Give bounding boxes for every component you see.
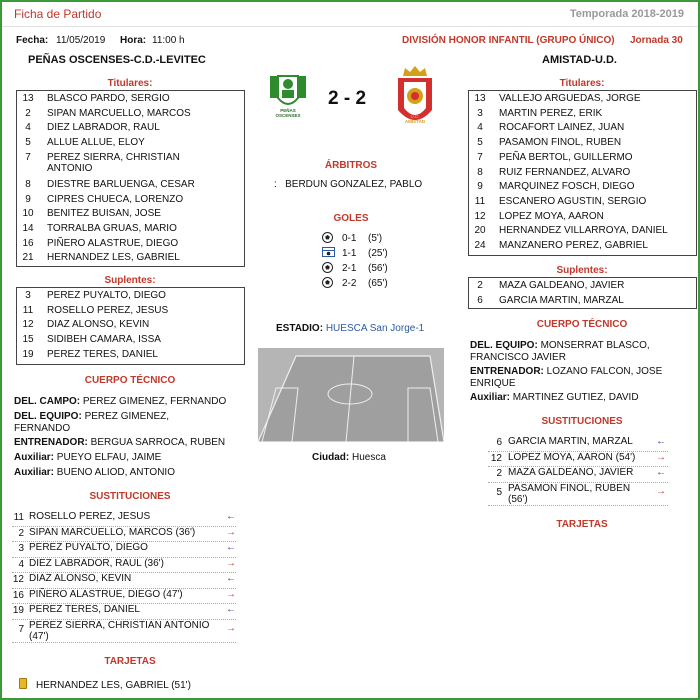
player-row — [17, 207, 244, 222]
player-row — [469, 195, 696, 210]
player-number: 15 — [22, 334, 34, 346]
staff-role: DEL. CAMPO: — [14, 396, 81, 407]
player-name: ALLUE ALLUE, ELOY — [47, 137, 145, 149]
player-name: LOPEZ MOYA, AARON — [499, 210, 604, 222]
row-divider — [12, 642, 236, 643]
player-name: ROSELLO PEREZ, JESUS — [47, 304, 169, 316]
player-number: 6 — [477, 294, 483, 306]
player-number: 11 — [22, 304, 34, 316]
city-row — [312, 452, 386, 463]
top-bar — [2, 2, 698, 27]
sub-player: ROSELLO PEREZ, JESUS — [29, 511, 151, 522]
sub-player: MAZA GALDEANO, JAVIER — [508, 467, 634, 478]
sub-player: PEREZ SIERRA, CHRISTIAN ANTONIO (47') — [29, 619, 210, 642]
player-row — [17, 92, 244, 107]
player-row — [469, 239, 696, 254]
player-number: 5 — [25, 137, 31, 149]
player-number: 8 — [477, 166, 483, 178]
sub-out-arrow-icon: → — [226, 588, 236, 600]
player-name: HERNANDEZ LES, GABRIEL — [47, 252, 180, 264]
player-row — [17, 348, 244, 363]
home-staff-row — [14, 411, 169, 422]
home-subs-list — [16, 287, 245, 365]
player-row — [469, 224, 696, 239]
player-name: PASAMON FINOL, RUBEN — [499, 137, 622, 149]
player-name: SIPAN MARCUELLO, MARCOS — [47, 107, 191, 119]
sub-number: 5 — [496, 486, 502, 498]
sub-player: LOPEZ MOYA, AARON (54') — [508, 451, 636, 463]
player-number: 12 — [474, 210, 486, 222]
goal-minute: (65') — [368, 278, 388, 289]
goal-post-icon — [322, 247, 335, 260]
away-starters-list — [468, 90, 697, 256]
player-row — [17, 304, 244, 319]
staff-role: ENTRENADOR: — [14, 437, 88, 448]
player-number: 3 — [477, 107, 483, 119]
sub-player: PASAMON FINOL, RUBEN (56') — [508, 482, 631, 505]
goal-score: 1-1 — [342, 248, 357, 259]
stadium-label: ESTADIO: — [276, 323, 324, 334]
sub-number: 4 — [18, 558, 24, 570]
player-number: 20 — [474, 225, 486, 237]
date-value: 11/05/2019 — [56, 35, 106, 46]
yellow-card-icon — [19, 678, 27, 689]
home-staff-row-cont: FERNANDO — [14, 423, 71, 434]
staff-role: DEL. EQUIPO: — [14, 411, 82, 422]
card-player: HERNANDEZ LES, GABRIEL (51') — [36, 680, 191, 691]
player-number: 2 — [25, 107, 31, 119]
sub-number: 2 — [18, 527, 24, 539]
player-number: 13 — [22, 93, 34, 104]
player-row — [17, 193, 244, 208]
home-cards-title: TARJETAS — [104, 656, 156, 667]
sub-out-arrow-icon: → — [656, 451, 666, 463]
staff-role: Auxiliar: — [14, 452, 55, 463]
player-name: PEREZ TERES, DANIEL — [47, 348, 158, 360]
staff-role: Auxiliar: — [470, 392, 511, 403]
football-pitch-icon — [258, 348, 444, 442]
staff-role: Auxiliar: — [14, 467, 55, 478]
soccer-ball-icon — [322, 277, 333, 291]
player-row — [469, 210, 696, 225]
row-divider — [488, 505, 668, 506]
player-number: 13 — [474, 93, 486, 104]
away-crest-icon — [394, 64, 436, 136]
player-number: 16 — [22, 237, 34, 249]
staff-person: BERGUA SARROCA, RUBEN — [90, 437, 226, 448]
player-number: 19 — [22, 348, 34, 360]
sub-in-arrow-icon: ← — [226, 604, 236, 615]
player-name: DIEZ LABRADOR, RAUL — [47, 122, 160, 134]
home-staff-title: CUERPO TÉCNICO — [84, 375, 176, 386]
away-subs-list — [468, 277, 697, 309]
player-row — [469, 151, 696, 166]
sub-player: SIPAN MARCUELLO, MARCOS (36') — [29, 526, 196, 538]
player-number: 3 — [25, 290, 31, 301]
player-name: MAZA GALDEANO, JAVIER — [499, 280, 625, 291]
goals-title: GOLES — [333, 213, 369, 224]
player-name: MANZANERO PEREZ, GABRIEL — [499, 240, 648, 251]
away-staff-row — [470, 340, 650, 351]
stadium-image — [258, 348, 444, 442]
home-staff-row — [14, 437, 225, 448]
home-substitutions-title: SUSTITUCIONES — [89, 491, 171, 502]
player-number: 7 — [25, 151, 31, 163]
player-row — [469, 279, 696, 294]
home-starters-title: Titulares: — [107, 78, 153, 89]
player-number: 12 — [22, 319, 34, 331]
competition-name: DIVISIÓN HONOR INFANTIL (GRUPO ÚNICO) — [402, 35, 615, 46]
sub-out-arrow-icon: → — [226, 526, 236, 538]
player-name: PEÑA BERTOL, GUILLERMO — [499, 151, 633, 163]
soccer-ball-icon — [322, 262, 333, 276]
away-cards-title: TARJETAS — [556, 519, 608, 530]
sub-player: PEREZ PUYALTO, DIEGO — [29, 542, 148, 553]
page-title: Ficha de Partido — [14, 7, 102, 21]
away-starters-title: Titulares: — [559, 78, 605, 89]
player-name: MARQUINEZ FOSCH, DIEGO — [499, 181, 635, 193]
player-row — [17, 178, 244, 193]
player-row — [469, 121, 696, 136]
sub-in-arrow-icon: ← — [226, 573, 236, 584]
sub-number: 2 — [496, 468, 502, 479]
staff-person: BUENO ALIOD, ANTONIO — [56, 467, 175, 478]
staff-person: LOZANO FALCON, JOSE — [546, 366, 663, 377]
sub-number: 3 — [18, 543, 24, 554]
player-name: RUIZ FERNANDEZ, ALVARO — [499, 166, 631, 178]
goal-minute: (25') — [368, 248, 388, 259]
home-team-logo — [270, 68, 306, 128]
player-name: ESCANERO AGUSTIN, SERGIO — [499, 195, 647, 207]
away-staff-row-cont: ENRIQUE — [470, 378, 516, 389]
referee-separator: : — [274, 179, 277, 190]
player-row — [469, 180, 696, 195]
home-logo-text: PEÑAS OSCENSES — [275, 108, 301, 118]
goal-minute: (56') — [368, 263, 388, 274]
player-name: HERNANDEZ VILLARROYA, DANIEL — [499, 225, 668, 237]
player-row — [17, 289, 244, 304]
player-name: PEREZ PUYALTO, DIEGO — [47, 290, 166, 301]
player-number: 9 — [477, 181, 483, 193]
sub-in-arrow-icon: ← — [226, 542, 236, 553]
away-staff-title: CUERPO TÉCNICO — [536, 319, 628, 330]
goal-score: 2-2 — [342, 278, 357, 289]
home-staff-row — [14, 396, 226, 407]
player-name: BENITEZ BUISAN, JOSE — [47, 208, 161, 220]
sub-number: 6 — [496, 437, 502, 448]
player-number: 21 — [22, 252, 34, 264]
match-score: 2 - 2 — [328, 88, 367, 109]
player-number: 5 — [477, 137, 483, 149]
sub-number: 12 — [12, 574, 24, 585]
player-row — [17, 333, 244, 348]
home-staff-row — [14, 467, 175, 478]
sub-player: PEREZ TERES, DANIEL — [29, 604, 140, 615]
player-name: DIESTRE BARLUENGA, CESAR — [47, 178, 195, 190]
staff-person: MONSERRAT BLASCO, — [540, 340, 650, 351]
player-name: MARTIN PEREZ, ERIK — [499, 107, 603, 119]
city-value: Huesca — [352, 452, 386, 463]
referees-title: ÁRBITROS — [324, 160, 378, 171]
away-staff-row-cont: FRANCISCO JAVIER — [470, 352, 566, 363]
player-row — [469, 294, 696, 309]
staff-role: ENTRENADOR: — [470, 366, 544, 377]
away-substitutions-title: SUSTITUCIONES — [541, 416, 623, 427]
sub-player: DIEZ LABRADOR, RAUL (36') — [29, 557, 164, 569]
player-number: 11 — [474, 195, 486, 207]
player-row — [17, 251, 244, 266]
player-name: BLASCO PARDO, SERGIO — [47, 93, 170, 104]
sub-number: 11 — [13, 512, 24, 523]
sub-player: DIAZ ALONSO, KEVIN — [29, 573, 132, 584]
player-number: 4 — [477, 122, 483, 134]
player-name: DIAZ ALONSO, KEVIN — [47, 319, 150, 331]
player-number: 24 — [474, 240, 486, 251]
staff-person: PEREZ GIMENEZ, FERNANDO — [82, 396, 227, 407]
player-number: 4 — [25, 122, 31, 134]
sub-in-arrow-icon: ← — [656, 467, 666, 478]
goal-minute: (5') — [368, 233, 383, 244]
goal-score: 2-1 — [342, 263, 357, 274]
staff-person: PEREZ GIMENEZ, — [84, 411, 170, 422]
sub-out-arrow-icon: → — [226, 622, 236, 634]
player-name: GARCIA MARTIN, MARZAL — [499, 294, 624, 306]
player-row — [17, 318, 244, 333]
player-name: SIDIBEH CAMARA, ISSA — [47, 334, 161, 346]
round-label: Jornada 30 — [630, 35, 683, 46]
sub-number: 16 — [12, 589, 24, 601]
home-team-name: PEÑAS OSCENSES-C.D.-LEVITEC — [28, 54, 206, 66]
player-row — [469, 92, 696, 107]
player-row — [469, 136, 696, 151]
player-row — [17, 151, 244, 178]
time-label: Hora: — [120, 35, 147, 46]
staff-person: MARTINEZ GUTIEZ, DAVID — [512, 392, 639, 403]
goal-score: 0-1 — [342, 233, 357, 244]
player-name: ROCAFORT LAINEZ, JUAN — [499, 122, 625, 134]
sub-out-arrow-icon: → — [226, 557, 236, 569]
player-name: CIPRES CHUECA, LORENZO — [47, 193, 184, 205]
player-name: PEREZ SIERRA, CHRISTIAN ANTONIO — [47, 151, 180, 174]
player-name: PIÑERO ALASTRUE, DIEGO — [47, 237, 179, 249]
player-name: TORRALBA GRUAS, MARIO — [47, 222, 177, 234]
city-label: Ciudad: — [312, 452, 350, 463]
player-row — [17, 222, 244, 237]
sub-number: 7 — [18, 623, 24, 635]
away-staff-row — [470, 392, 639, 403]
sub-number: 12 — [490, 452, 502, 464]
sub-in-arrow-icon: ← — [226, 511, 236, 522]
home-staff-row — [14, 452, 161, 463]
stadium-row — [276, 323, 424, 334]
player-row — [17, 136, 244, 151]
player-row — [17, 121, 244, 136]
player-number: 7 — [477, 151, 483, 163]
player-number: 9 — [25, 193, 31, 205]
sub-out-arrow-icon: → — [656, 485, 666, 497]
referee-name: BERDUN GONZALEZ, PABLO — [285, 179, 423, 190]
staff-person: PUEYO ELFAU, JAIME — [56, 452, 162, 463]
player-row — [17, 237, 244, 252]
player-number: 8 — [25, 178, 31, 190]
referee-row — [274, 179, 422, 190]
player-row — [469, 166, 696, 181]
player-row — [469, 107, 696, 122]
away-staff-row — [470, 366, 662, 377]
player-number: 2 — [477, 280, 483, 291]
player-row — [17, 107, 244, 122]
staff-role: DEL. EQUIPO: — [470, 340, 538, 351]
away-team-logo — [394, 64, 436, 136]
sub-player: PIÑERO ALASTRUE, DIEGO (47') — [29, 588, 183, 600]
home-subs-title: Suplentes: — [104, 275, 156, 286]
away-logo-text: U.D. AMISTAD — [404, 114, 426, 124]
time-value: 11:00 h — [152, 35, 185, 46]
soccer-ball-icon — [322, 232, 333, 246]
player-number: 14 — [22, 222, 34, 234]
season-label: Temporada 2018-2019 — [569, 8, 684, 20]
sub-player: GARCIA MARTIN, MARZAL — [508, 436, 633, 447]
away-team-name: AMISTAD-U.D. — [542, 54, 617, 66]
home-crest-icon — [270, 68, 306, 128]
sub-number: 19 — [12, 605, 24, 616]
away-subs-title: Suplentes: — [556, 265, 608, 276]
stadium-link[interactable]: HUESCA San Jorge-1 — [325, 323, 425, 334]
home-starters-list — [16, 90, 245, 267]
date-label: Fecha: — [16, 35, 49, 46]
player-name: VALLEJO ARGUEDAS, JORGE — [499, 93, 641, 104]
sub-in-arrow-icon: ← — [656, 436, 666, 447]
player-number: 10 — [22, 208, 34, 220]
